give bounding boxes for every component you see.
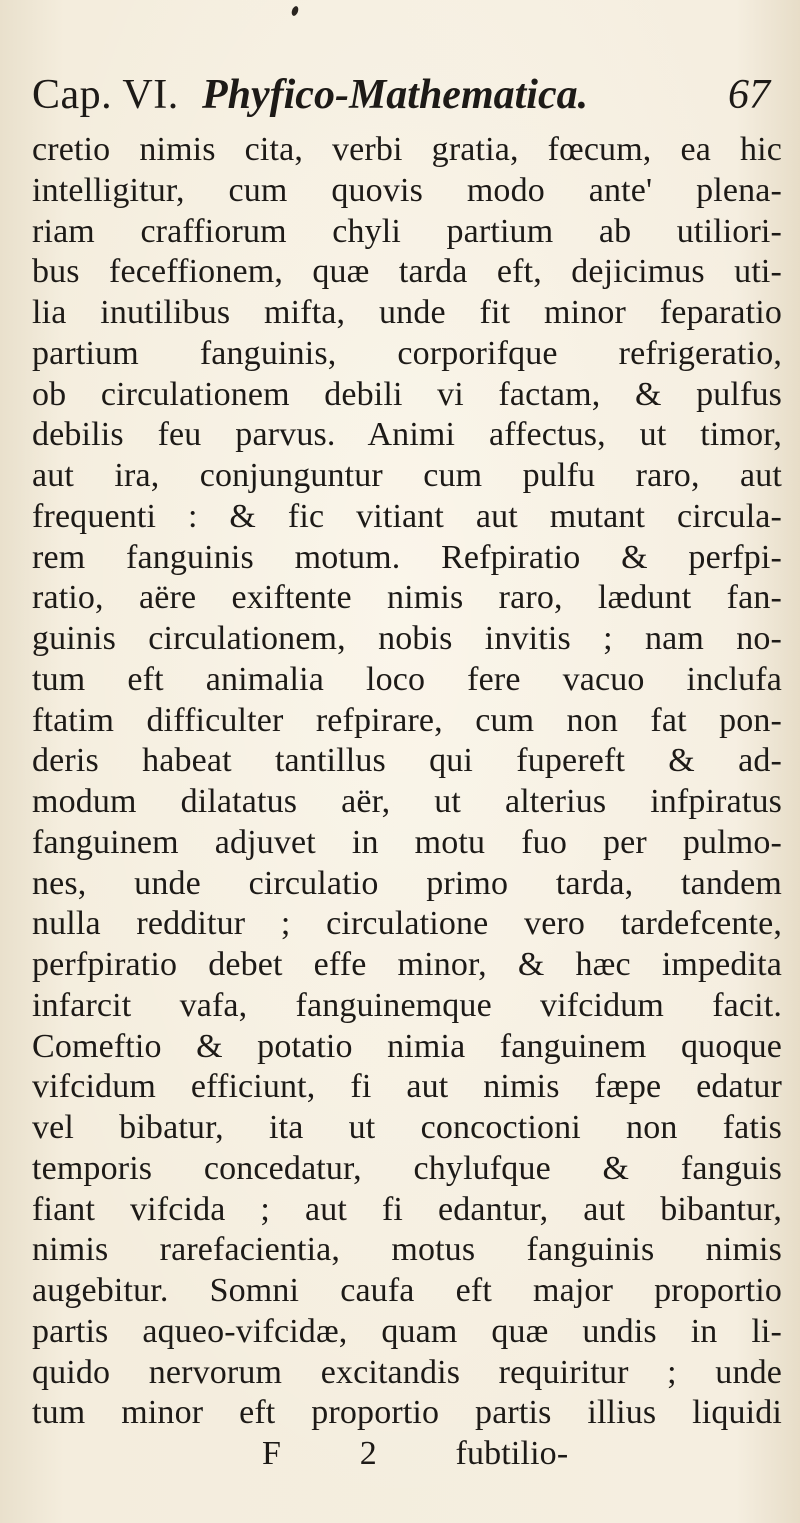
text-line: deris habeat tantillus qui fupereft & ad- [32, 742, 782, 780]
running-head [32, 70, 770, 120]
text-line: quido nervorum excitandis requiritur ; unde [32, 1353, 782, 1391]
text-line: ratio, aëre exiftente nimis raro, lædunt fan- [32, 579, 782, 617]
text-line: fiant vifcida ; aut fi edantur, aut bibantur, [32, 1190, 782, 1228]
text-line: guinis circulationem, nobis invitis ; nam no- [32, 620, 782, 657]
ink-speck [290, 5, 299, 16]
text-line: aut ira, conjunguntur cum pulfu raro, aut [32, 457, 782, 494]
text-line: vel bibatur, ita ut concoctioni non fatis [32, 1109, 782, 1146]
text-line: riam craffiorum chyli partium ab utiliori- [32, 212, 782, 250]
page-number: 67 [728, 72, 770, 118]
text-line: ftatim difficulter refpirare, cum non fat pon- [32, 701, 782, 739]
text-line: augebitur. Somni caufa eft major proportio [32, 1272, 782, 1309]
text-line: Comeftio & potatio nimia fanguinem quoque [32, 1027, 782, 1065]
text-line: nes, unde circulatio primo tarda, tandem [32, 864, 782, 902]
text-line: frequenti : & fic vitiant aut mutant circula- [32, 497, 782, 535]
text-line: partium fanguinis, corporifque refrigeratio, [32, 334, 782, 372]
text-line: tum minor eft proportio partis illius liquidi [32, 1394, 782, 1432]
text-line: bus feceffionem, quæ tarda eft, dejicimus uti- [32, 253, 782, 291]
body-text [32, 130, 782, 1475]
text-line: rem fanguinis motum. Refpiratio & perfpi- [32, 538, 782, 576]
signature-catchword-line: F 2 fubtilio- [262, 1435, 569, 1472]
chapter-heading: Cap. VI. [32, 72, 179, 118]
text-line: temporis concedatur, chylufque & fanguis [32, 1149, 782, 1187]
text-line: nimis rarefacientia, motus fanguinis nimis [32, 1231, 782, 1269]
text-line: ob circulationem debili vi factam, & pulfus [32, 375, 782, 413]
text-line: nulla redditur ; circulatione vero tardefcente, [32, 905, 782, 943]
text-line: vifcidum efficiunt, fi aut nimis fæpe edatur [32, 1068, 782, 1106]
text-line: partis aqueo-vifcidæ, quam quæ undis in li- [32, 1312, 782, 1350]
section-title: Phyfico-Mathematica. [202, 72, 589, 118]
text-line: debilis feu parvus. Animi affectus, ut timor, [32, 416, 782, 454]
text-line: fanguinem adjuvet in motu fuo per pulmo- [32, 823, 782, 861]
text-line: cretio nimis cita, verbi gratia, fœcum, ea hic [32, 131, 782, 168]
text-line: infarcit vafa, fanguinemque vifcidum facit. [32, 986, 782, 1024]
text-line: modum dilatatus aër, ut alterius infpiratus [32, 783, 782, 820]
text-line: intelligitur, cum quovis modo ante' plena- [32, 171, 782, 209]
text-line: tum eft animalia loco fere vacuo inclufa [32, 660, 782, 698]
text-line: perfpiratio debet effe minor, & hæc impedita [32, 946, 782, 983]
text-line: lia inutilibus mifta, unde fit minor feparatio [32, 294, 782, 331]
